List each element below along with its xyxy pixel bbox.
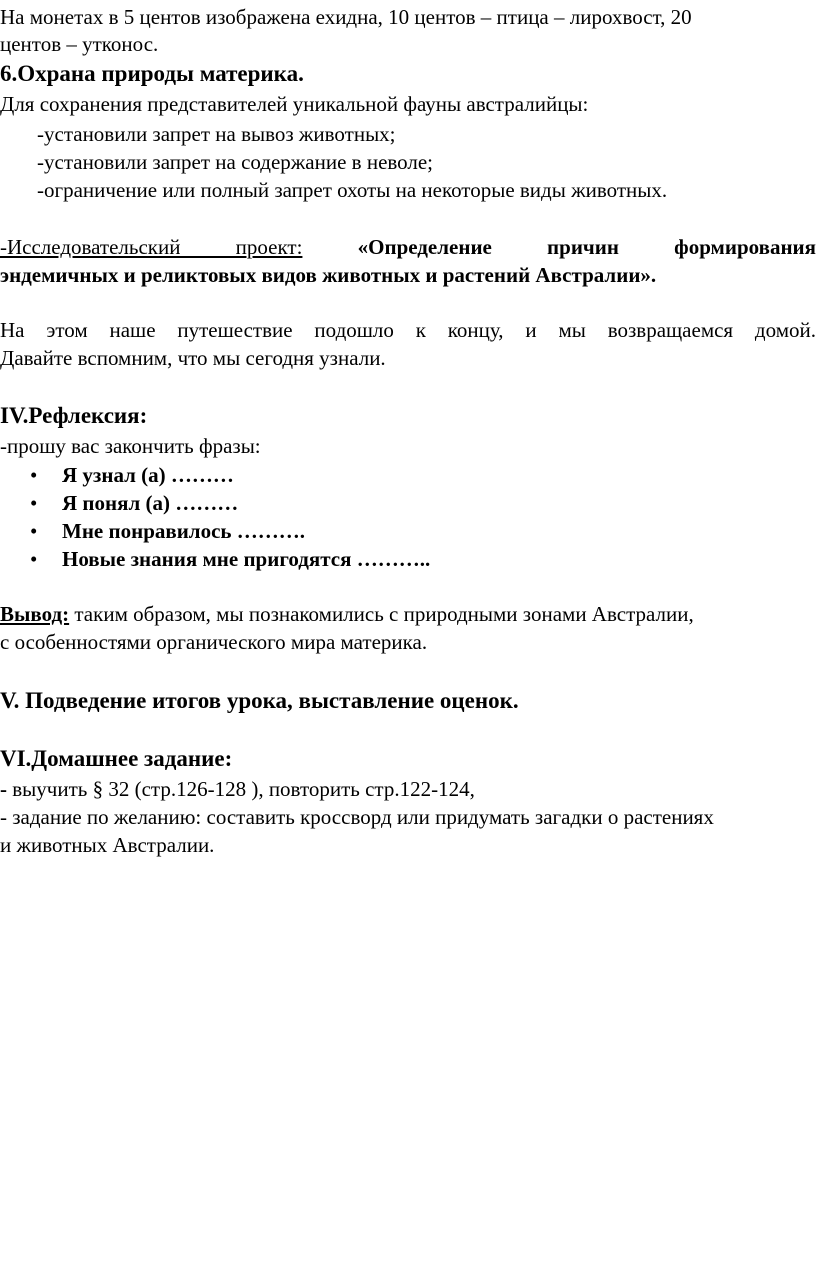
reflection-item-4: Новые знания мне пригодятся ……….. xyxy=(62,547,431,571)
section-6-item-1: -установили запрет на вывоз животных; xyxy=(37,122,396,146)
project-title-1: «Определение причин формирования xyxy=(357,235,816,259)
bullet-icon: • xyxy=(30,463,38,487)
homework-line-1 xyxy=(0,776,475,802)
project-prefix: -Исследовательский проект: xyxy=(0,235,303,259)
summary-heading: V. Подведение итогов урока, выставление оценок. xyxy=(0,688,519,713)
homework-text-1: выучить § 32 (стр.126-128 ), повторить стр.122-124, xyxy=(7,777,475,801)
conclusion-label: Вывод: xyxy=(0,602,70,626)
journey-line-1: На этом наше путешествие подошло к концу, и мы возвращаемся домой. xyxy=(0,318,816,342)
section-6-heading: 6.Охрана природы материка. xyxy=(0,61,304,86)
conclusion-line-1 xyxy=(0,601,694,627)
journey-line-2: Давайте вспомним, что мы сегодня узнали. xyxy=(0,346,386,370)
intro-line-2: центов – утконос. xyxy=(0,32,159,56)
homework-line-3: и животных Австралии. xyxy=(0,833,215,857)
section-6-item-2: -установили запрет на содержание в неволе; xyxy=(37,150,434,174)
intro-line-1: На монетах в 5 центов изображена ехидна, 10 центов – птица – лирохвост, 20 xyxy=(0,5,692,29)
reflection-lead: -прошу вас закончить фразы: xyxy=(0,434,261,458)
reflection-item-2: Я понял (а) ……… xyxy=(62,491,239,515)
homework-heading: VI.Домашнее задание: xyxy=(0,746,233,771)
section-6-lead: Для сохранения представителей уникальной фауны австралийцы: xyxy=(0,92,589,116)
bullet-icon: • xyxy=(30,519,38,543)
bullet-icon: • xyxy=(30,547,38,571)
project-line-1 xyxy=(0,234,816,260)
section-6-item-3: -ограничение или полный запрет охоты на некоторые виды животных. xyxy=(37,178,668,202)
homework-line-2: - задание по желанию: составить кроссворд или придумать загадки о растениях xyxy=(0,805,714,829)
bullet-icon: • xyxy=(30,491,38,515)
project-title-2: эндемичных и реликтовых видов животных и растений Австралии». xyxy=(0,263,657,287)
conclusion-text-1: таким образом, мы познакомились с природными зонами Австралии, xyxy=(74,602,694,626)
homework-dash: - xyxy=(0,777,7,801)
reflection-item-1: Я узнал (а) ……… xyxy=(62,463,234,487)
reflection-item-3: Мне понравилось ………. xyxy=(62,519,306,543)
conclusion-line-2: с особенностями органического мира материка. xyxy=(0,630,428,654)
reflection-heading: IV.Рефлексия: xyxy=(0,403,148,428)
